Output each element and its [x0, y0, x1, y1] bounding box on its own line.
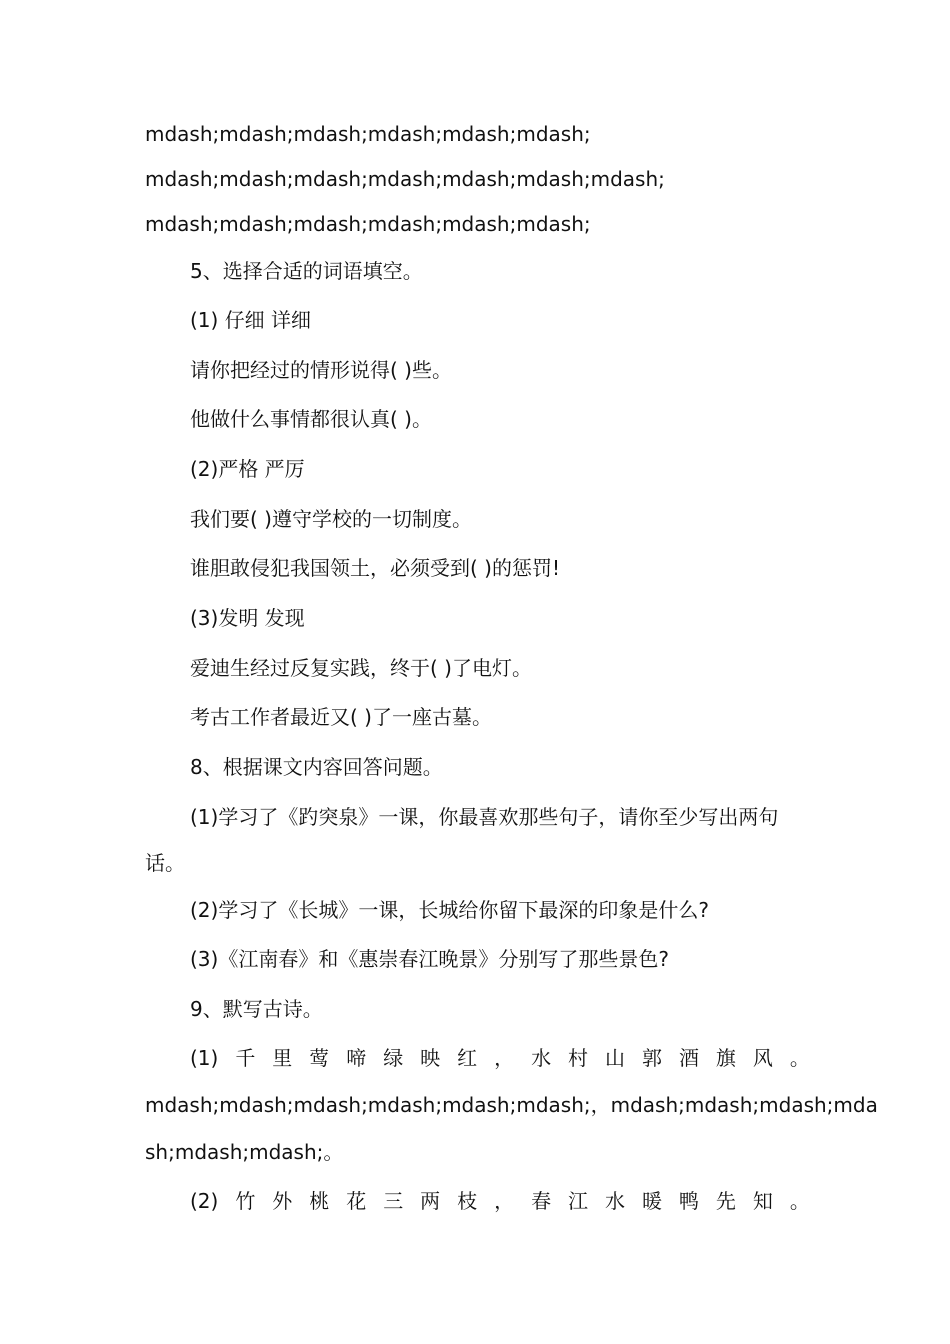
poem-line [190, 1187, 810, 1215]
poem-glyph: 水 [605, 1189, 625, 1213]
poem-glyph: 暖 [641, 1189, 662, 1213]
poem-glyph: 三 [383, 1189, 404, 1213]
question-heading: 9、默写古诗。 [190, 997, 323, 1021]
text-line: 谁胆敢侵犯我国领土，必须受到( )的惩罚! [190, 556, 560, 580]
text-line: 考古工作者最近又( )了一座古墓。 [190, 705, 492, 729]
poem-glyph: 桃 [309, 1189, 330, 1213]
text-line: (3)发明 发现 [190, 606, 305, 630]
text-line: mdash;mdash;mdash;mdash;mdash;mdash;mdash; [145, 167, 665, 191]
poem-line [190, 1044, 810, 1072]
text-line: 爱迪生经过反复实践，终于( )了电灯。 [190, 656, 532, 680]
text-line: mdash;mdash;mdash;mdash;mdash;mdash; [145, 122, 591, 146]
poem-glyph: 竹 [235, 1189, 256, 1213]
poem-glyph: (1) [190, 1046, 219, 1070]
poem-glyph: 知 [752, 1189, 773, 1213]
poem-glyph: 江 [568, 1189, 589, 1213]
poem-glyph: 枝 [457, 1189, 478, 1213]
poem-glyph: 绿 [383, 1046, 404, 1070]
poem-glyph: 风 [752, 1046, 773, 1070]
poem-glyph: ， [494, 1046, 515, 1070]
poem-glyph: 村 [568, 1046, 589, 1070]
poem-glyph: 先 [715, 1189, 736, 1213]
poem-glyph: 啼 [346, 1046, 367, 1070]
poem-glyph: (2) [190, 1189, 219, 1213]
poem-glyph: 旗 [715, 1046, 736, 1070]
poem-glyph: 外 [272, 1189, 293, 1213]
text-line: mdash;mdash;mdash;mdash;mdash;mdash; [145, 212, 591, 236]
poem-glyph: 鸭 [678, 1189, 699, 1213]
poem-glyph: 千 [235, 1046, 256, 1070]
poem-glyph: 里 [272, 1046, 293, 1070]
question-heading: 5、选择合适的词语填空。 [190, 259, 423, 283]
poem-glyph: 两 [420, 1189, 441, 1213]
text-line: (1) 仔细 详细 [190, 308, 312, 332]
text-line: sh;mdash;mdash;。 [145, 1140, 344, 1164]
question-heading: 8、根据课文内容回答问题。 [190, 755, 443, 779]
poem-glyph: 山 [605, 1046, 625, 1070]
poem-glyph: ， [494, 1189, 515, 1213]
text-line: (1)学习了《趵突泉》一课，你最喜欢那些句子，请你至少写出两句 [190, 805, 779, 829]
text-line: 请你把经过的情形说得( )些。 [190, 358, 452, 382]
poem-glyph: 水 [531, 1046, 552, 1070]
text-line: (2)严格 严厉 [190, 457, 305, 481]
text-line: (3)《江南春》和《惠崇春江晚景》分别写了那些景色? [190, 947, 669, 971]
text-line: (2)学习了《长城》一课，长城给你留下最深的印象是什么? [190, 898, 709, 922]
text-line: 我们要( )遵守学校的一切制度。 [190, 507, 472, 531]
text-line: mdash;mdash;mdash;mdash;mdash;mdash;，mdash;mdash;mdash;mda [145, 1093, 878, 1117]
poem-glyph: 酒 [678, 1046, 699, 1070]
poem-glyph: 郭 [641, 1046, 662, 1070]
poem-glyph: 映 [420, 1046, 441, 1070]
text-line: 他做什么事情都很认真( )。 [190, 407, 432, 431]
text-line: 话。 [145, 851, 185, 875]
poem-glyph: 。 [789, 1046, 810, 1070]
poem-glyph: 莺 [309, 1046, 330, 1070]
poem-glyph: 春 [531, 1189, 552, 1213]
poem-glyph: 。 [789, 1189, 810, 1213]
poem-glyph: 花 [346, 1189, 367, 1213]
poem-glyph: 红 [457, 1046, 478, 1070]
